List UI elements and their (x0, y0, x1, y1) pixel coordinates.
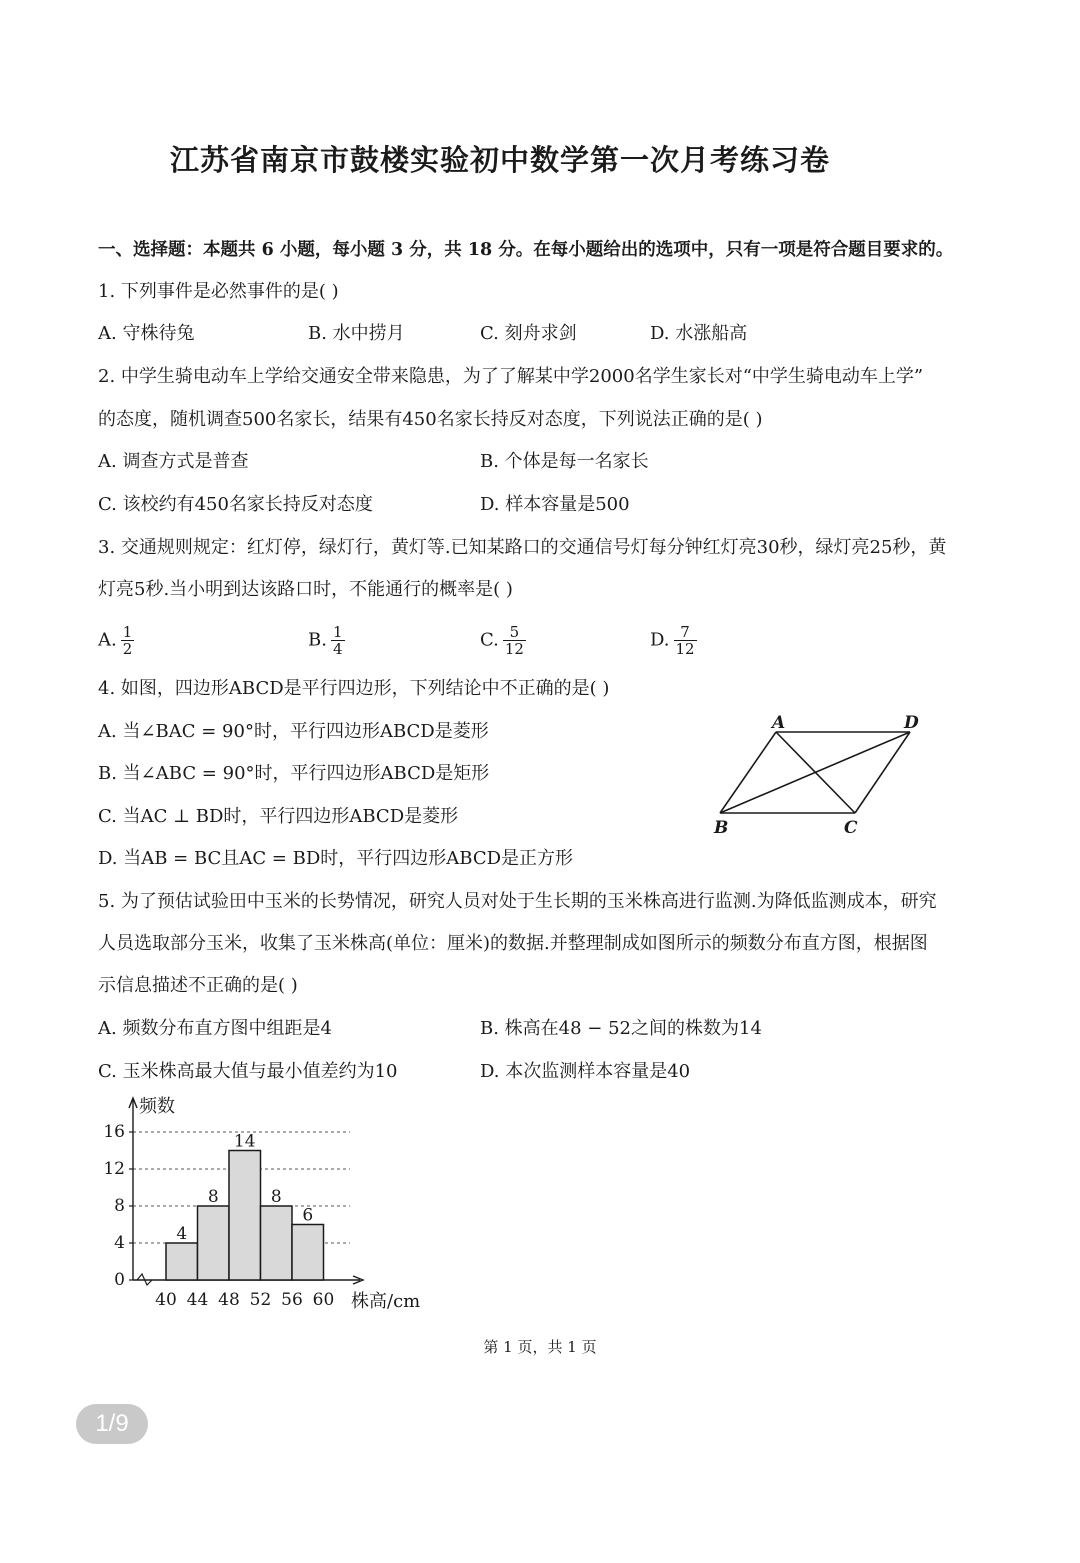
fraction (674, 624, 697, 657)
question-1-stem: 1. 下列事件是必然事件的是( ) (98, 281, 339, 302)
fraction-numerator: 7 (674, 624, 697, 641)
fraction-numerator: 1 (332, 623, 343, 641)
q2-option-d[interactable]: D. 样本容量是500 (480, 494, 630, 515)
q5-option-d[interactable]: D. 本次监测样本容量是40 (480, 1061, 691, 1082)
parallelogram-figure (700, 705, 940, 840)
q3-option-c-label: C. (480, 629, 499, 651)
x-tick-label: 48 (218, 1290, 240, 1310)
vertex-a-label: A (772, 713, 786, 733)
vertex-d-label: D (904, 713, 919, 733)
x-tick-label: 44 (186, 1290, 209, 1310)
question-5-stem-line3: 示信息描述不正确的是( ) (98, 975, 298, 996)
vertex-c-label: C (844, 818, 858, 838)
q4-option-c[interactable]: C. 当AC ⊥ BD时，平行四边形ABCD是菱形 (98, 806, 459, 827)
bar-data-label: 14 (233, 1131, 256, 1152)
page-indicator[interactable]: 1/9 (76, 1404, 148, 1444)
question-3-stem-line1: 3. 交通规则规定：红灯停，绿灯行，黄灯等.已知某路口的交通信号灯每分钟红灯亮30秒，绿灯亮25秒，黄 (98, 537, 947, 558)
y-tick-label: 16 (103, 1122, 125, 1142)
bar-data-label: 4 (176, 1224, 188, 1244)
fraction-denominator: 12 (675, 640, 695, 658)
fraction-numerator: 1 (122, 623, 133, 641)
histogram-bar (261, 1206, 293, 1280)
bar-data-label: 8 (207, 1187, 219, 1207)
q5-option-b[interactable]: B. 株高在48 − 52之间的株数为14 (480, 1018, 762, 1039)
page-footer: 第 1 页，共 1 页 (483, 1338, 597, 1356)
y-tick-label: 12 (103, 1159, 125, 1179)
question-3-stem-line2: 灯亮5秒.当小明到达该路口时，不能通行的概率是( ) (98, 579, 513, 600)
y-axis-label: 频数 (139, 1096, 175, 1117)
q4-option-d[interactable]: D. 当AB = BC且AC = BD时，平行四边形ABCD是正方形 (98, 848, 574, 869)
histogram-bar (166, 1243, 198, 1280)
x-tick-label: 40 (155, 1290, 177, 1310)
section-heading: 一、选择题：本题共 6 小题，每小题 3 分，共 18 分。在每小题给出的选项中，只有一项是符合题目要求的。 (98, 240, 954, 260)
q3-option-a-label: A. (98, 629, 117, 651)
histogram-bar (198, 1206, 230, 1280)
vertex-b-label: B (714, 818, 729, 838)
fraction (331, 624, 345, 657)
question-5-stem-line1: 5. 为了预估试验田中玉米的长势情况，研究人员对处于生长期的玉米株高进行监测.为降低监测成本，研究 (98, 891, 937, 912)
x-axis-label: 株高/cm (351, 1291, 421, 1312)
question-4-stem: 4. 如图，四边形ABCD是平行四边形，下列结论中不正确的是( ) (98, 678, 610, 699)
bar-data-label: 8 (270, 1187, 282, 1207)
q3-option-d-label: D. (650, 629, 670, 651)
y-tick-label: 0 (114, 1270, 125, 1290)
fraction (121, 624, 135, 657)
frequency-histogram (95, 1092, 445, 1317)
q3-option-d[interactable] (650, 624, 697, 657)
q3-option-b[interactable] (308, 624, 345, 657)
question-2-stem-line1: 2. 中学生骑电动车上学给交通安全带来隐患，为了了解某中学2000名学生家长对“中学生骑电动车上学” (98, 366, 924, 387)
fraction-numerator: 5 (503, 624, 526, 641)
q3-option-c[interactable] (480, 624, 526, 657)
fraction-denominator: 2 (122, 640, 133, 658)
q3-option-b-label: B. (308, 629, 327, 651)
x-tick-label: 56 (281, 1290, 303, 1310)
q4-option-a[interactable]: A. 当∠BAC = 90°时，平行四边形ABCD是菱形 (98, 721, 489, 742)
y-tick-label: 8 (114, 1196, 125, 1216)
histogram-bar (229, 1151, 261, 1281)
page-title: 江苏省南京市鼓楼实验初中数学第一次月考练习卷 (169, 143, 830, 177)
q2-option-b[interactable]: B. 个体是每一名家长 (480, 451, 649, 472)
x-tick-label: 52 (249, 1290, 272, 1310)
q4-option-b[interactable]: B. 当∠ABC = 90°时，平行四边形ABCD是矩形 (98, 763, 490, 784)
fraction (503, 624, 526, 657)
q1-option-a[interactable]: A. 守株待兔 (98, 323, 195, 344)
y-tick-label: 4 (114, 1233, 125, 1253)
question-2-stem-line2: 的态度，随机调查500名家长，结果有450名家长持反对态度，下列说法正确的是( ) (98, 409, 763, 430)
q5-option-a[interactable]: A. 频数分布直方图中组距是4 (98, 1018, 332, 1039)
fraction-denominator: 12 (504, 640, 524, 658)
bar-data-label: 6 (302, 1205, 314, 1226)
q1-option-c[interactable]: C. 刻舟求剑 (480, 323, 577, 344)
q2-option-a[interactable]: A. 调查方式是普查 (98, 451, 249, 472)
q3-option-a[interactable] (98, 624, 134, 657)
question-5-stem-line2: 人员选取部分玉米，收集了玉米株高(单位：厘米)的数据.并整理制成如图所示的频数分布直方图，根据图 (98, 933, 928, 954)
fraction-denominator: 4 (332, 640, 343, 658)
q1-option-b[interactable]: B. 水中捞月 (308, 323, 405, 344)
histogram-bar (292, 1225, 324, 1281)
q1-option-d[interactable]: D. 水涨船高 (650, 323, 748, 344)
q5-option-c[interactable]: C. 玉米株高最大值与最小值差约为10 (98, 1061, 398, 1082)
x-tick-label: 60 (312, 1290, 335, 1310)
q2-option-c[interactable]: C. 该校约有450名家长持反对态度 (98, 494, 373, 515)
